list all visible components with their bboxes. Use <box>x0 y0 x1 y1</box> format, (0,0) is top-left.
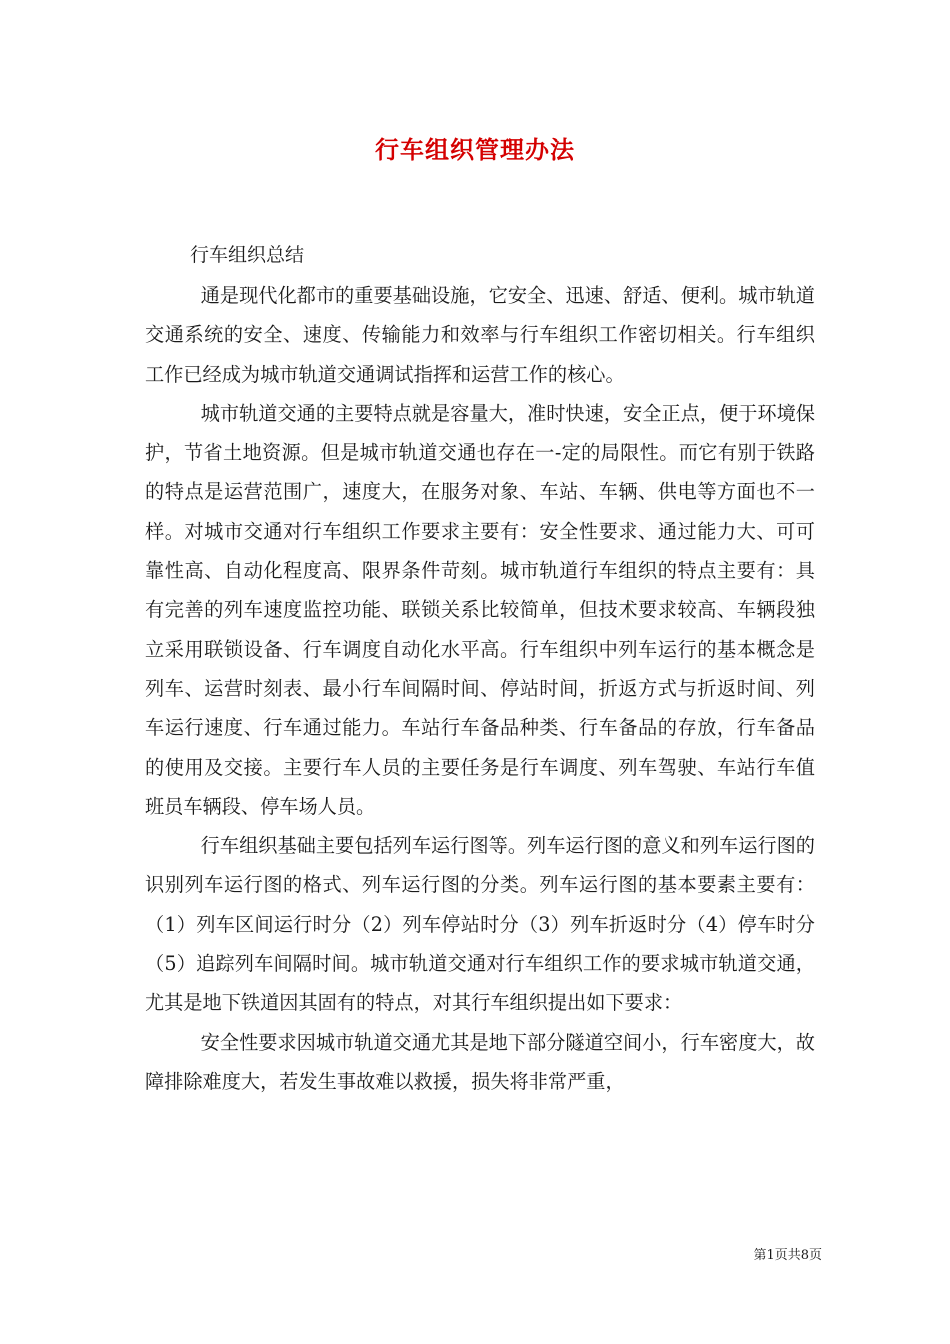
page-number: 第1页共8页 <box>753 1248 822 1263</box>
paragraph: 安全性要求因城市轨道交通尤其是地下部分隧道空间小，行车密度大，故障排除难度大，若发生事故难以救援，损失将非常严重， <box>145 1030 815 1093</box>
section-heading: 行车组织总结 <box>190 244 305 266</box>
document-body <box>145 276 815 1101</box>
paragraph: 行车组织基础主要包括列车运行图等。列车运行图的意义和列车运行图的识别列车运行图的格式、列车运行图的分类。列车运行图的基本要素主要有：（1）列车区间运行时分（2）列车停站时分（3）列车折返时分（4）停车时分（5）追踪列车间隔时间。城市轨道交通对行车组织工作的要求城市轨道交通，尤其是地下铁道因其固有的特点，对其行车组织提出如下要求： <box>145 834 815 1015</box>
paragraph: 通是现代化都市的重要基础设施，它安全、迅速、舒适、便利。城市轨道交通系统的安全、速度、传输能力和效率与行车组织工作密切相关。行车组织工作已经成为城市轨道交通调试指挥和运营工作的核心。 <box>145 284 815 386</box>
document-title: 行车组织管理办法 <box>375 135 575 164</box>
paragraph: 城市轨道交通的主要特点就是容量大，准时快速，安全正点，便于环境保护，节省土地资源。但是城市轨道交通也存在一-定的局限性。而它有别于铁路的特点是运营范围广，速度大，在服务对象、车站、车辆、供电等方面也不一样。对城市交通对行车组织工作要求主要有：安全性要求、通过能力大、可可靠性高、自动化程度高、限界条件苛刻。城市轨道行车组织的特点主要有：具有完善的列车速度监控功能、联锁关系比较简单，但技术要求较高、车辆段独立采用联锁设备、行车调度自动化水平高。行车组织中列车运行的基本概念是列车、运营时刻表、最小行车间隔时间、停站时间，折返方式与折返时间、列车运行速度、行车通过能力。车站行车备品种类、行车备品的存放，行车备品的使用及交接。主要行车人员的主要任务是行车调度、列车驾驶、车站行车值班员车辆段、停车场人员。 <box>145 401 815 818</box>
